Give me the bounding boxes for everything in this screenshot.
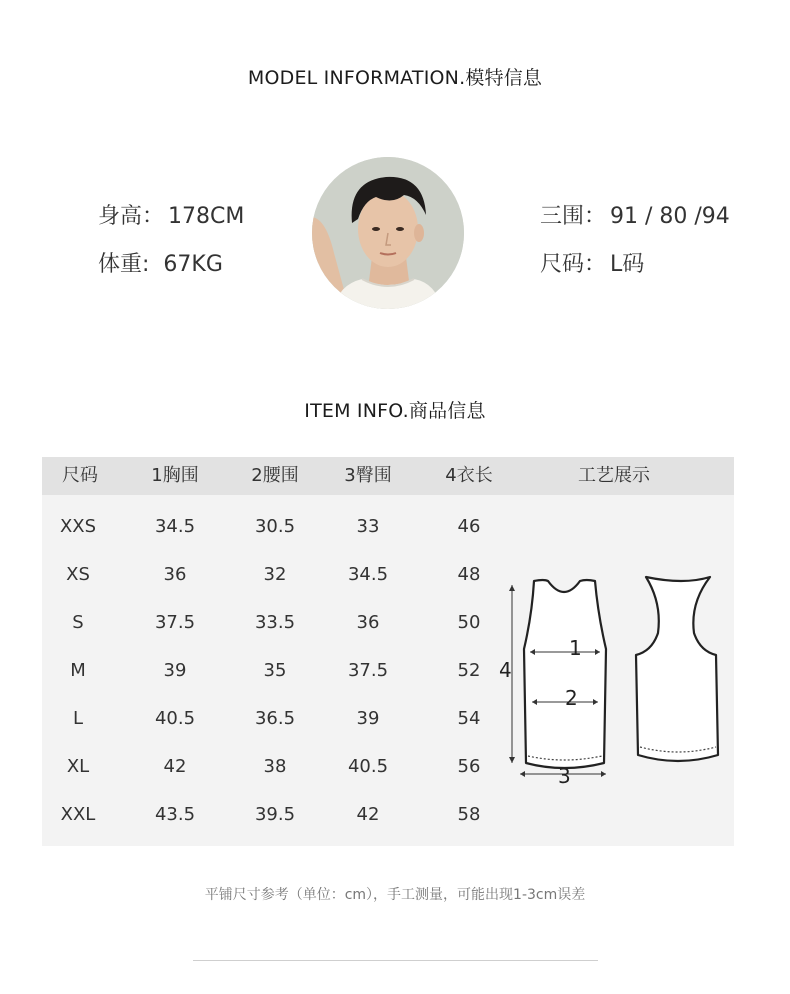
cell-length: 58 (457, 804, 481, 825)
cell-length: 56 (457, 756, 481, 777)
table-header (42, 457, 734, 495)
cell-hip: 40.5 (347, 756, 389, 777)
model-weight-label: 体重: (98, 252, 150, 277)
cell-chest: 34.5 (154, 516, 196, 537)
cell-hip: 36 (356, 612, 380, 633)
model-info-title: MODEL INFORMATION.模特信息 (247, 67, 543, 89)
cell-length: 46 (457, 516, 481, 537)
column-header-waist: 2腰围 (251, 465, 299, 486)
model-size-value: L码 (610, 252, 645, 277)
cell-size: XS (66, 564, 90, 585)
model-photo (312, 157, 464, 309)
cell-size: S (72, 612, 84, 633)
cell-length: 52 (457, 660, 481, 681)
column-header-length: 4衣长 (445, 465, 493, 486)
cell-size: M (70, 660, 86, 681)
cell-waist: 39.5 (254, 804, 296, 825)
cell-waist: 32 (263, 564, 287, 585)
cell-length: 54 (457, 708, 481, 729)
model-size (540, 247, 644, 278)
diagram-label-hip: 3 (558, 764, 571, 788)
cell-chest: 40.5 (154, 708, 196, 729)
cell-length: 48 (457, 564, 481, 585)
measurement-note: 平铺尺寸参考（单位：cm），手工测量，可能出现1-3cm误差 (204, 887, 586, 903)
model-measurements-label: 三围： (540, 204, 607, 229)
cell-waist: 36.5 (254, 708, 296, 729)
table-row (42, 791, 734, 839)
cell-chest: 43.5 (154, 804, 196, 825)
cell-waist: 30.5 (254, 516, 296, 537)
column-header-chest: 1胸围 (151, 465, 199, 486)
divider (193, 960, 598, 961)
model-weight (98, 247, 223, 278)
cell-hip: 39 (356, 708, 380, 729)
model-measurements (540, 199, 730, 230)
cell-chest: 42 (163, 756, 187, 777)
cell-size: XXL (60, 804, 96, 825)
cell-hip: 37.5 (347, 660, 389, 681)
cell-waist: 38 (263, 756, 287, 777)
cell-chest: 39 (163, 660, 187, 681)
diagram-label-length: 4 (499, 658, 512, 682)
cell-waist: 35 (263, 660, 287, 681)
tank-top-back-icon (636, 577, 718, 761)
cell-size: XL (66, 756, 90, 777)
size-table (42, 457, 734, 846)
column-header-craft: 工艺展示 (578, 465, 650, 486)
cell-length: 50 (457, 612, 481, 633)
garment-diagram (494, 567, 734, 797)
cell-waist: 33.5 (254, 612, 296, 633)
diagram-label-chest: 1 (569, 636, 582, 660)
tank-top-front-icon (509, 580, 606, 777)
model-height (98, 199, 244, 230)
cell-chest: 37.5 (154, 612, 196, 633)
model-height-label: 身高： (98, 204, 165, 229)
cell-chest: 36 (163, 564, 187, 585)
column-header-hip: 3臀围 (344, 465, 392, 486)
model-height-value: 178CM (168, 204, 245, 229)
model-weight-value: 67KG (163, 252, 223, 277)
cell-hip: 34.5 (347, 564, 389, 585)
model-size-label: 尺码： (540, 252, 607, 277)
cell-size: L (72, 708, 84, 729)
cell-hip: 33 (356, 516, 380, 537)
column-header-size: 尺码 (62, 465, 98, 486)
model-measurements-value: 91 / 80 /94 (610, 204, 730, 229)
cell-size: XXS (59, 516, 97, 537)
diagram-label-waist: 2 (565, 686, 578, 710)
cell-hip: 42 (356, 804, 380, 825)
table-row (42, 503, 734, 551)
item-info-title: ITEM INFO.商品信息 (304, 400, 486, 422)
